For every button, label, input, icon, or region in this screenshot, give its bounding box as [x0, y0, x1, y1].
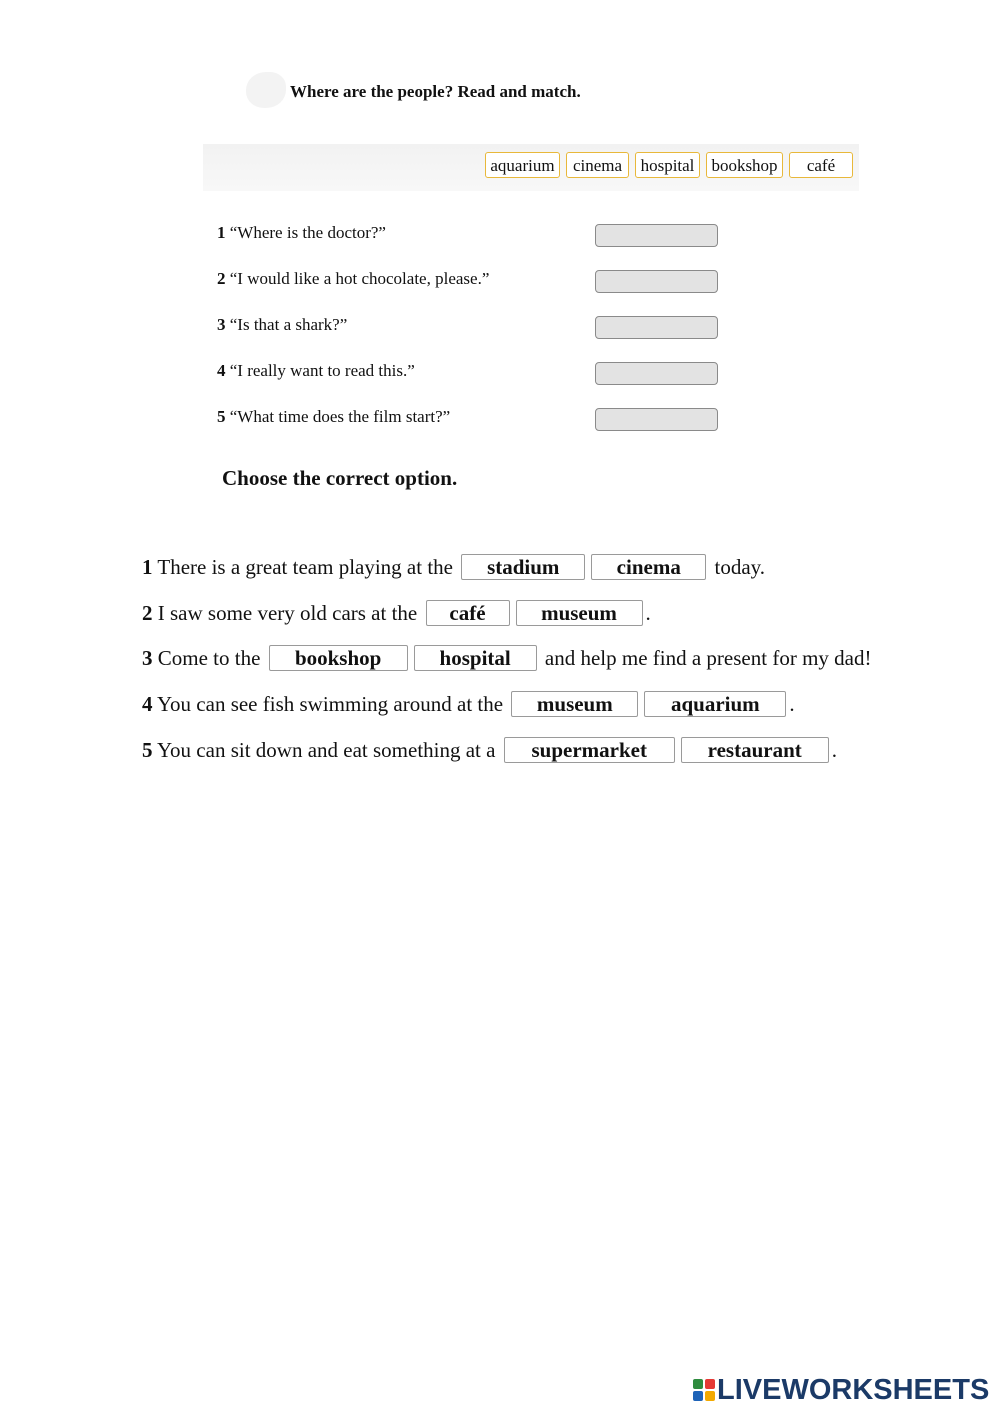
sentence-before: You can see fish swimming around at the [156, 692, 504, 716]
word-chip-hospital[interactable]: hospital [635, 152, 700, 178]
option-bookshop[interactable]: bookshop [269, 645, 408, 671]
sentence-3 [142, 643, 871, 673]
option-restaurant[interactable]: restaurant [681, 737, 829, 763]
question-number: 5 [217, 407, 226, 426]
question-number: 2 [217, 269, 226, 288]
question-text: “I really want to read this.” [229, 361, 415, 380]
sentence-before: You can sit down and eat something at a [156, 738, 496, 762]
sentence-after: and help me find a present for my dad! [544, 646, 872, 670]
drop-target-4[interactable] [595, 362, 718, 385]
question-2 [217, 269, 489, 289]
logo-text: LIVEWORKSHEETS [717, 1373, 990, 1406]
sentence-after: . [645, 601, 651, 625]
decorative-blob [246, 72, 286, 108]
question-number: 4 [217, 361, 226, 380]
sentence-5 [142, 735, 837, 765]
drop-target-3[interactable] [595, 316, 718, 339]
sentence-number: 5 [142, 738, 153, 762]
option-museum[interactable]: museum [511, 691, 638, 717]
sentence-number: 2 [142, 601, 153, 625]
sentence-after: . [789, 692, 795, 716]
option-aquarium[interactable]: aquarium [644, 691, 786, 717]
sentence-1 [142, 552, 765, 582]
question-text: “What time does the film start?” [229, 407, 451, 426]
option-cinema[interactable]: cinema [591, 554, 706, 580]
word-chip-cinema[interactable]: cinema [566, 152, 629, 178]
word-chip-bookshop[interactable]: bookshop [706, 152, 783, 178]
option-supermarket[interactable]: supermarket [504, 737, 675, 763]
sentence-before: There is a great team playing at the [157, 555, 453, 579]
sentence-before: I saw some very old cars at the [157, 601, 418, 625]
sentence-after: . [831, 738, 837, 762]
option-cafe[interactable]: café [426, 600, 510, 626]
question-number: 1 [217, 223, 226, 242]
section1-title: Where are the people? Read and match. [290, 82, 581, 101]
question-text: “Is that a shark?” [229, 315, 348, 334]
option-museum[interactable]: museum [516, 600, 643, 626]
drop-target-5[interactable] [595, 408, 718, 431]
question-4 [217, 361, 415, 381]
option-hospital[interactable]: hospital [414, 645, 537, 671]
drop-target-1[interactable] [595, 224, 718, 247]
sentence-4 [142, 689, 795, 719]
word-chip-aquarium[interactable]: aquarium [485, 152, 560, 178]
question-text: “Where is the doctor?” [229, 223, 386, 242]
question-1 [217, 223, 386, 243]
section2-title: Choose the correct option. [222, 466, 458, 490]
sentence-number: 3 [142, 646, 153, 670]
drop-target-2[interactable] [595, 270, 718, 293]
question-number: 3 [217, 315, 226, 334]
option-stadium[interactable]: stadium [461, 554, 585, 580]
question-text: “I would like a hot chocolate, please.” [229, 269, 490, 288]
word-chip-cafe[interactable]: café [789, 152, 853, 178]
question-3 [217, 315, 347, 335]
sentence-after: today. [714, 555, 766, 579]
question-5 [217, 407, 450, 427]
liveworksheets-logo [693, 1374, 989, 1406]
sentence-before: Come to the [157, 646, 261, 670]
logo-mark-icon [693, 1379, 715, 1401]
sentence-2 [142, 598, 651, 628]
sentence-number: 1 [142, 555, 153, 579]
sentence-number: 4 [142, 692, 153, 716]
